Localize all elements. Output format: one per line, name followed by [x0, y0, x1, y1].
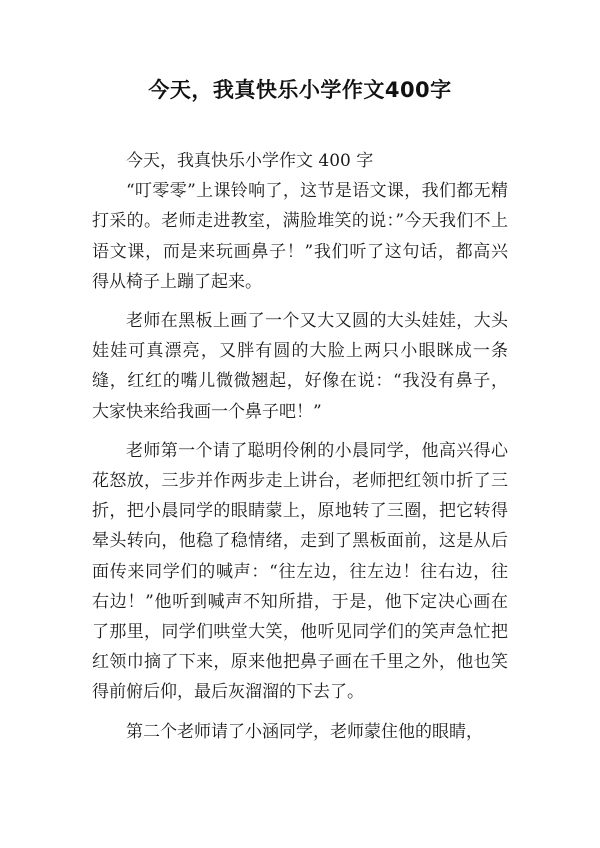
paragraph-4: 第二个老师请了小涵同学，老师蒙住他的眼睛，	[126, 721, 483, 742]
paragraph-heading-line: 今天，我真快乐小学作文 400 字	[126, 151, 374, 171]
document-title: 今天，我真快乐小学作文400字	[148, 78, 452, 102]
paragraph-3: 老师第一个请了聪明伶俐的小晨同学，他高兴得心花怒放，三步并作两步走上讲台，老师把红领巾折了三折，把小晨同学的眼睛蒙上，原地转了三圈，把它转得晕头转向，他稳了稳情绪，走到了黑板面前，这是从后面传来同学们的喊声：“往左边，往左边！往右边，往右边！”他听到喊声不知所措，于是，他下定决心画在了那里，同学们哄堂大笑，他听见同学们的笑声急忙把红领巾摘了下来，原来他把鼻子画在千里之外，他也笑得前俯后仰，最后灰溜溜的下去了。	[92, 440, 508, 703]
document-body	[92, 146, 508, 747]
paragraph-2: 老师在黑板上画了一个又大又圆的大头娃娃，大头娃娃可真漂亮，又胖有圆的大脸上两只小眼眯成一条缝，红红的嘴儿微微翘起，好像在说：“我没有鼻子，大家快来给我画一个鼻子吧！”	[92, 311, 508, 422]
paragraph-1: “叮零零”上课铃响了，这节是语文课，我们都无精打采的。老师走进教室，满脸堆笑的说：”今天我们不上语文课，而是来玩画鼻子！”我们听了这句话，都高兴得从椅子上蹦了起来。	[92, 181, 508, 292]
